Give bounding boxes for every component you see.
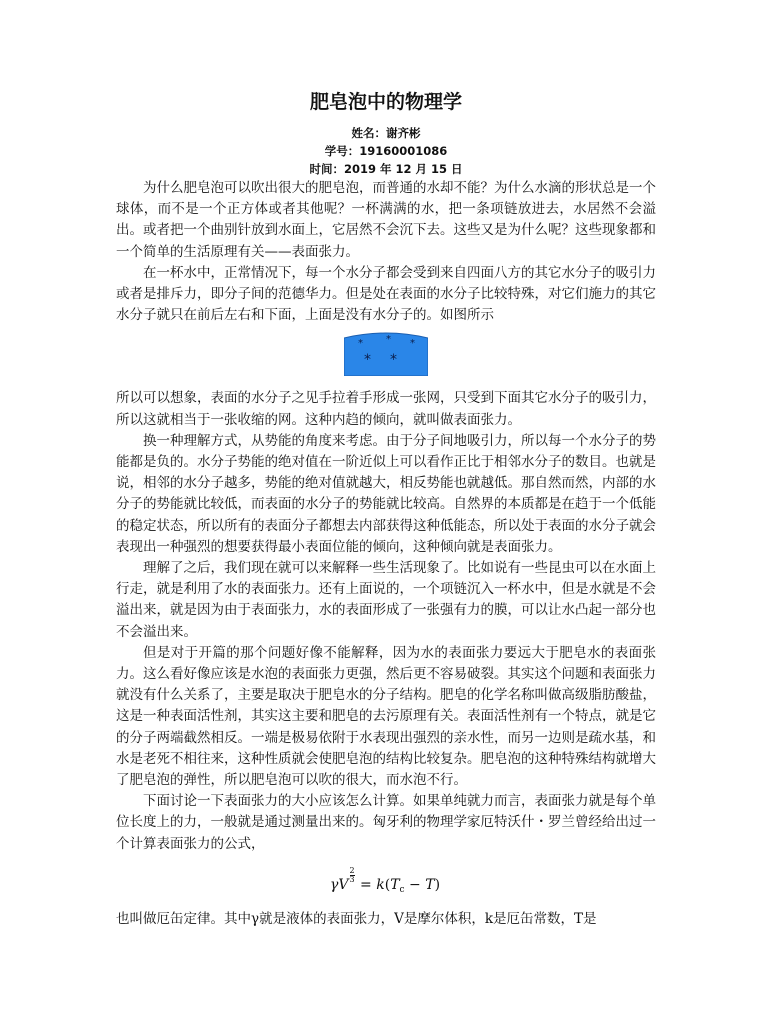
exponent-numerator: 2 [349, 865, 355, 875]
formula-gamma: γ [330, 876, 339, 893]
paragraph-surface-net: 所以可以想象，表面的水分子之见手拉着手形成一张网，只受到下面其它水分子的吸引力，所以这就相当于一张收缩的网。这种内趋的倾向，就叫做表面张力。 [116, 390, 656, 428]
molecule-mark-surface-3: * [410, 338, 415, 350]
formula-minus: − [404, 876, 426, 893]
paragraph-molecular-forces: 在一杯水中，正常情况下，每一个水分子都会受到来自四面八方的其它水分子的吸引力或者是排斥力，即分子间的范德华力。但是处在表面的水分子比较特殊，对它们施力的其它水分子就只在前后左右和下面，上面是没有水分子的。如图所示 [116, 264, 656, 324]
formula-subscript-c: c [399, 884, 405, 895]
document-title: 肥皂泡中的物理学 [309, 91, 462, 113]
paragraph-soap-structure: 但是对于开篇的那个问题好像不能解释，因为水的表面张力要远大于肥皂水的表面张力。这么看好像应该是水泡的表面张力更强，然后更不容易破裂。其实这个问题和表面张力就没有什么关系了，主要是取决于肥皂水的分子结构。肥皂的化学名称叫做高级脂肪酸盐，这是一种表面活性剂，其实这主要和肥皂的去污原理有关。表面活性剂有一个特点，就是它的分子两端截然相反。一端是极易依附于水表现出强烈的亲水性，而另一边则是疏水基，和水是老死不相往来，这种性质就会使肥皂泡的结构比较复杂。肥皂泡的这种特殊结构就增大了肥皂泡的弹性，所以肥皂泡可以吹的很大，而水泡不行。 [116, 644, 656, 789]
exponent-denominator: 3 [349, 874, 355, 884]
water-surface-diagram [344, 332, 428, 376]
formula-close-paren: ) [434, 876, 441, 893]
paragraph-calculation: 下面讨论一下表面张力的大小应该怎么计算。如果单纯就力而言，表面张力就是每个单位长度上的力，一般就是通过测量出来的。匈牙利的物理学家厄特沃什・罗兰曾经给出过一个计算表面张力的公式， [116, 793, 656, 852]
molecule-mark-surface-1: * [358, 338, 363, 350]
eotvos-formula [116, 859, 656, 909]
formula-v: V [338, 876, 349, 893]
formula-exponent [350, 867, 355, 884]
surface-molecule-figure [116, 332, 656, 388]
formula-equals: = [355, 876, 377, 893]
author-line: 姓名：谢齐彬 [351, 126, 421, 140]
molecule-mark-inner-2: * [390, 352, 397, 369]
document-page [116, 88, 656, 930]
student-id-line: 学号：19160001086 [324, 144, 448, 158]
paragraph-phenomena: 理解了之后，我们现在就可以来解释一些生活现象了。比如说有一些昆虫可以在水面上行走，就是利用了水的表面张力。还有上面说的，一个项链沉入一杯水中，但是水就是不会溢出来，就是因为由于表面张力，水的表面形成了一张强有力的膜，可以让水凸起一部分也不会溢出来。 [116, 560, 656, 640]
paragraph-potential-energy: 换一种理解方式，从势能的角度来考虑。由于分子间地吸引力，所以每一个水分子的势能都是负的。水分子势能的绝对值在一阶近似上可以看作正比于相邻水分子的数目。也就是说，相邻的水分子越多，势能的绝对值就越大，相反势能也就越低。那自然而然，内部的水分子的势能就比较低，而表面的水分子的势能就比较高。自然界的本质都是在趋于一个低能的稳定状态，所以所有的表面分子都想去内部获得这种低能态，所以处于表面的水分子就会表现出一种强烈的想要获得最小表面位能的倾向，这种倾向就是表面张力。 [116, 432, 656, 555]
formula-open-paren: ( [384, 876, 391, 893]
formula-t-critical: T [390, 876, 400, 893]
paragraph-eotvos-law: 也叫做厄缶定律。其中γ就是液体的表面张力，V是摩尔体积，k是厄缶常数，T是 [116, 910, 597, 927]
molecule-mark-surface-2: * [386, 334, 391, 346]
molecule-mark-inner-1: * [364, 352, 371, 369]
formula-t: T [425, 876, 435, 893]
date-line: 时间：2019 年 12 月 15 日 [309, 162, 463, 176]
paragraph-intro: 为什么肥皂泡可以吹出很大的肥皂泡，而普通的水却不能？为什么水滴的形状总是一个球体，而不是一个正方体或者其他呢？一杯满满的水，把一条项链放进去，水居然不会溢出。或者把一个曲别针放到水面上，它居然不会沉下去。这些又是为什么呢？这些现象都和一个简单的生活原理有关——表面张力。 [116, 180, 656, 260]
formula-k: k [376, 876, 385, 893]
